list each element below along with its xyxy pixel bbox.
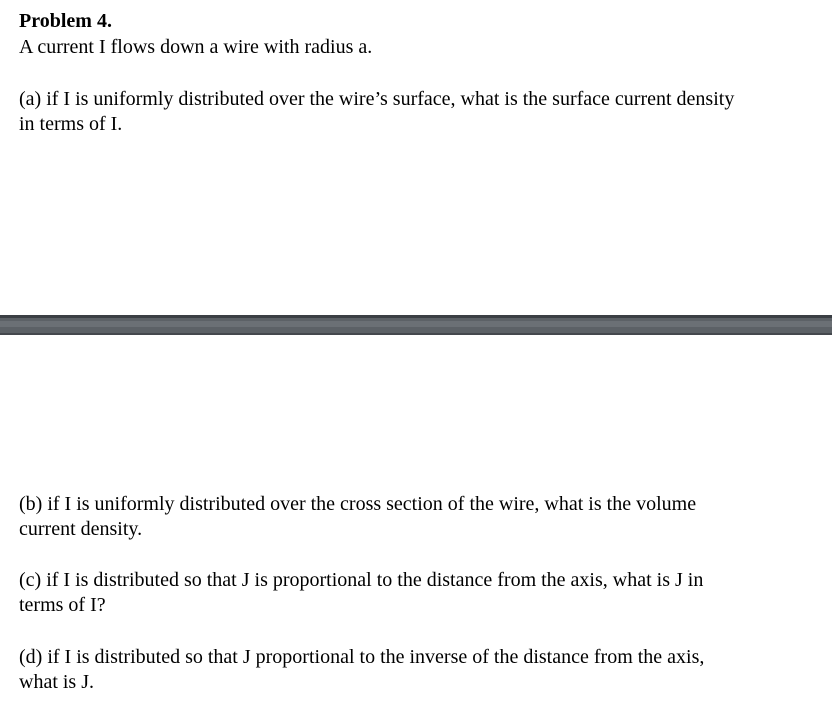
question-d-line-2: what is J.: [19, 671, 94, 693]
question-a: [19, 87, 819, 137]
question-d: [19, 645, 819, 695]
question-c-line-2: terms of I?: [19, 594, 106, 616]
page-bottom-section: [0, 335, 832, 722]
page-separator-highlight: [0, 321, 832, 327]
problem-title: Problem 4.: [19, 10, 112, 32]
question-b-line-2: current density.: [19, 518, 143, 540]
question-c: [19, 568, 819, 618]
question-b: [19, 492, 819, 542]
page-top-section: [0, 0, 832, 315]
question-d-line-1: (d) if I is distributed so that J proportional to the inverse of the distance from the axis,: [19, 646, 705, 668]
question-b-line-1: (b) if I is uniformly distributed over the cross section of the wire, what is the volume: [19, 493, 697, 515]
question-a-line-2: in terms of I.: [19, 113, 123, 135]
question-c-line-1: (c) if I is distributed so that J is proportional to the distance from the axis, what is J in: [19, 569, 704, 591]
page-separator-bar: [0, 315, 832, 335]
question-a-line-1: (a) if I is uniformly distributed over the wire’s surface, what is the surface current density: [19, 88, 735, 110]
problem-intro: A current I flows down a wire with radius a.: [19, 36, 373, 58]
